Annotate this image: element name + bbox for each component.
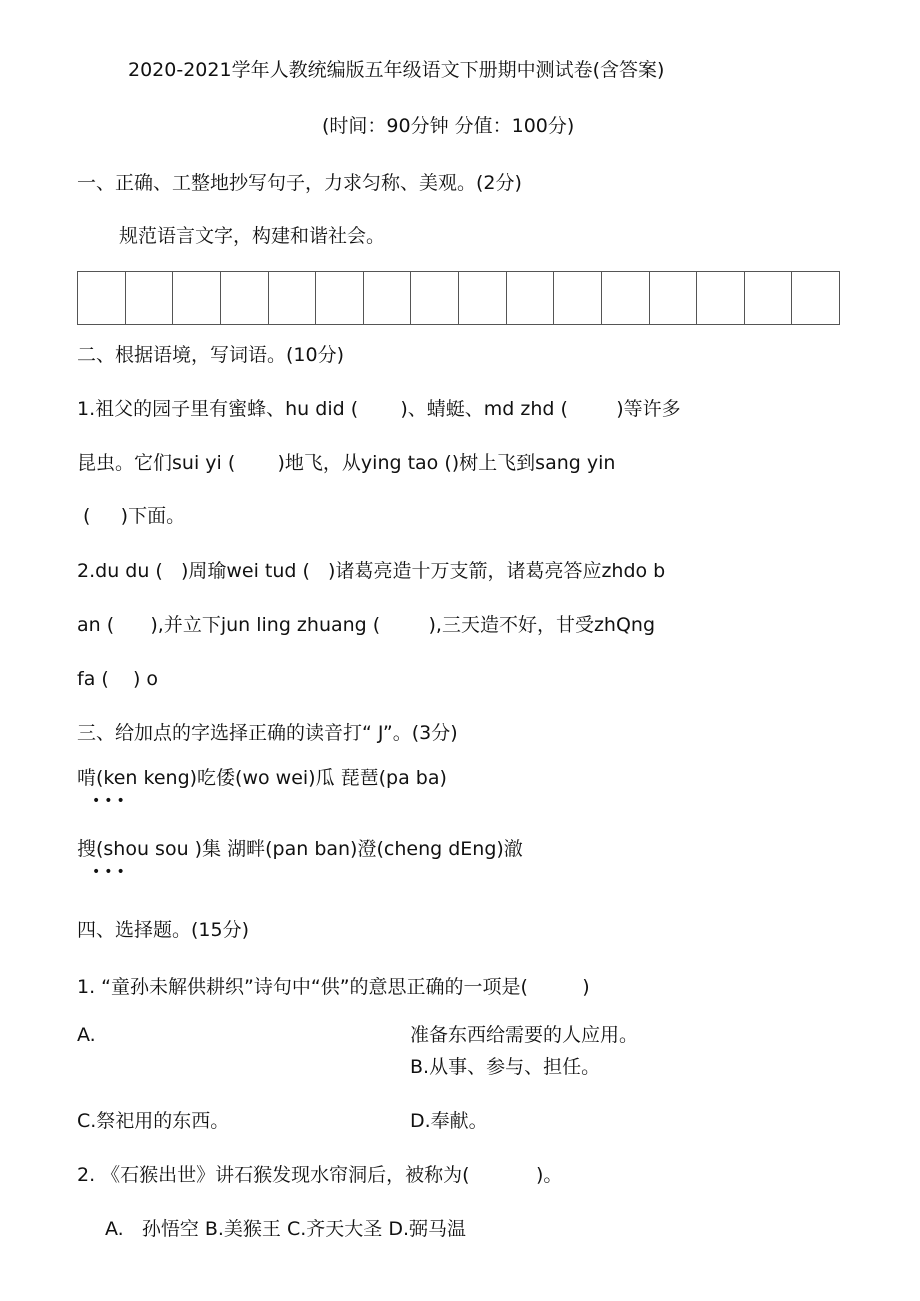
grid-cell[interactable]: [221, 272, 269, 324]
grid-cell[interactable]: [554, 272, 602, 324]
section3-heading: 三、给加点的字选择正确的读音打“ J”。(3分): [77, 722, 458, 744]
section2-q2-line1: 2.du du ( )周瑜wei tud ( )诸葛亮造十万支箭，诸葛亮答应zhdo b: [77, 560, 666, 582]
section2-heading: 二、根据语境，写词语。(10分): [77, 344, 345, 366]
section1-heading: 一、正确、工整地抄写句子，力求匀称、美观。(2分): [77, 172, 522, 194]
grid-cell[interactable]: [459, 272, 507, 324]
grid-cell[interactable]: [173, 272, 221, 324]
grid-cell[interactable]: [697, 272, 745, 324]
document-title: 2020-2021学年人教统编版五年级语文下册期中测试卷(含答案): [128, 59, 665, 81]
grid-cell[interactable]: [78, 272, 126, 324]
section2-q2-line2: an ( ),并立下jun ling zhuang ( ),三天造不好，甘受zhQng: [77, 614, 656, 636]
section4-q2-options: A. 孙悟空 B.美猴王 C.齐天大圣 D.弼马温: [105, 1218, 466, 1240]
grid-cell[interactable]: [792, 272, 839, 324]
section2-q2-line3: fa ( ) o: [77, 668, 159, 690]
grid-cell[interactable]: [650, 272, 698, 324]
section4-q1-stem: 1. “童孙未解供耕织”诗句中“供”的意思正确的一项是( ): [77, 976, 590, 998]
grid-cell[interactable]: [507, 272, 555, 324]
grid-cell[interactable]: [126, 272, 174, 324]
document-subtitle: (时间：90分钟 分值：100分): [322, 115, 575, 137]
option-c: C.祭祀用的东西。: [77, 1110, 230, 1132]
option-b: B.从事、参与、担任。: [410, 1056, 601, 1078]
grid-cell[interactable]: [364, 272, 412, 324]
section1-sentence: 规范语言文字，构建和谐社会。: [119, 225, 386, 247]
grid-cell[interactable]: [745, 272, 793, 324]
grid-cell[interactable]: [411, 272, 459, 324]
grid-cell[interactable]: [269, 272, 317, 324]
section3-line2: 搜(shou sou )集 湖畔(pan ban)澄(cheng dEng)澈: [77, 838, 523, 860]
emphasis-dots: •••: [92, 793, 129, 809]
option-a-text: 准备东西给需要的人应用。: [410, 1024, 639, 1046]
section4-q2-stem: 2. 《石猴出世》讲石猴发现水帘洞后，被称为( )。: [77, 1164, 563, 1186]
option-d: D.奉献。: [410, 1110, 488, 1132]
section4-heading: 四、选择题。(15分): [77, 919, 250, 941]
section2-q1-line2: 昆虫。它们sui yi ( )地飞，从ying tao ()树上飞到sang yin: [77, 452, 616, 474]
writing-grid[interactable]: [77, 271, 840, 325]
emphasis-dots: •••: [92, 864, 129, 880]
option-a-label: A.: [77, 1024, 96, 1046]
grid-cell[interactable]: [316, 272, 364, 324]
section2-q1-line3: ( )下面。: [77, 505, 186, 527]
grid-cell[interactable]: [602, 272, 650, 324]
section2-q1-line1: 1.祖父的园子里有蜜蜂、hu did ( )、蜻蜓、md zhd ( )等许多: [77, 398, 681, 420]
section3-line1: 啃(ken keng)吃倭(wo wei)瓜 琵琶(pa ba): [77, 767, 447, 789]
